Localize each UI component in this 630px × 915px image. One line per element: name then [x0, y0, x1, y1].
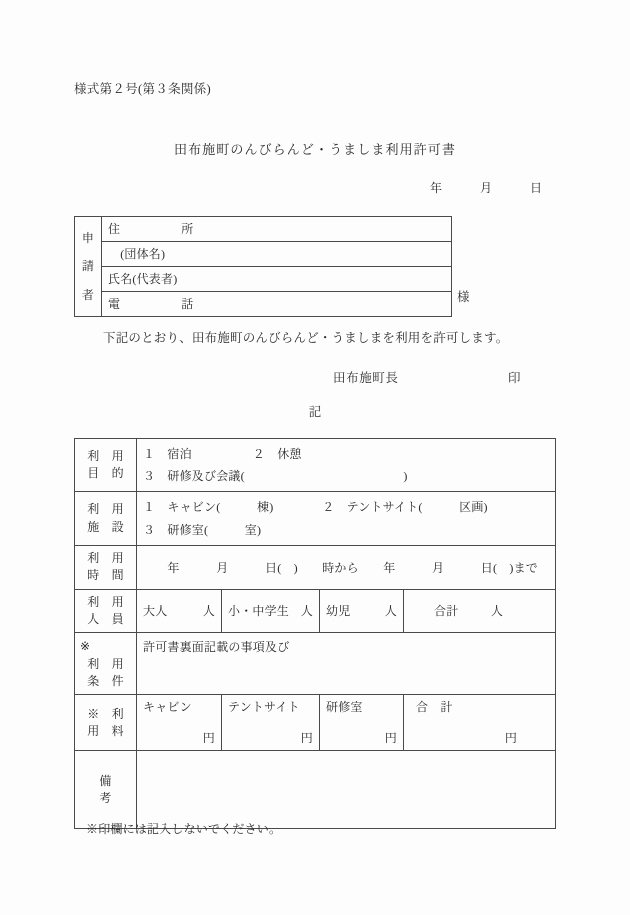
- fee-total-cell[interactable]: [404, 695, 556, 751]
- people-infants-unit: 人: [384, 604, 397, 619]
- row-label-facility: 利 用 施 設: [75, 492, 137, 545]
- row-label-fee: ※ 利 用 料: [75, 695, 137, 751]
- seal-stamp-box: 印: [508, 371, 521, 385]
- row-label-conditions: [75, 633, 137, 695]
- sama-honorific: 様: [457, 290, 470, 304]
- people-adults-unit: 人: [202, 604, 215, 619]
- fee-total-unit: 円: [504, 731, 518, 746]
- people-infants-label: 幼児: [326, 604, 351, 619]
- people-adults-cell[interactable]: [137, 589, 222, 633]
- fee-total-label: 合 計: [416, 700, 453, 715]
- purpose-cell[interactable]: [137, 439, 556, 492]
- fee-trainingroom-cell[interactable]: [320, 695, 404, 751]
- conditions-cell[interactable]: 許可書裏面記載の事項及び: [137, 633, 556, 695]
- applicant-address-field[interactable]: 住 所: [102, 217, 452, 242]
- side-label-char: 申: [81, 230, 95, 245]
- row-label-time: 利 用 時 間: [75, 545, 137, 589]
- facility-line-2: ３ 研修室( 室): [143, 522, 262, 537]
- fee-cabin-label: キャビン: [143, 700, 192, 715]
- fee-tentsite-unit: 円: [300, 731, 313, 746]
- conditions-label-text: 利 用 条 件: [87, 656, 136, 689]
- page-title: 田布施町のんびらんど・うましま利用許可書: [173, 142, 456, 157]
- table-row-time: [75, 545, 556, 589]
- table-row-purpose: [75, 439, 556, 492]
- row-label-people: 利 用 人 員: [75, 589, 137, 633]
- people-students-cell[interactable]: [222, 589, 320, 633]
- table-row: [75, 217, 452, 242]
- people-total-label: 合計: [434, 604, 459, 619]
- people-adults-label: 大人: [143, 604, 168, 619]
- side-label-char: 者: [81, 288, 95, 303]
- permit-details-table: [74, 438, 556, 829]
- time-cell[interactable]: 年 月 日( ) 時から 年 月 日( )まで: [137, 545, 556, 589]
- applicant-group-name-field[interactable]: (団体名): [102, 242, 452, 267]
- table-row-conditions: [75, 633, 556, 695]
- people-total-cell[interactable]: [404, 589, 556, 633]
- facility-line-1: １ キャビン( 棟) ２ テントサイト( 区画): [143, 500, 488, 515]
- table-row-facility: [75, 492, 556, 545]
- people-total-unit: 人: [490, 604, 504, 619]
- applicant-name-field[interactable]: 氏名(代表者): [102, 267, 452, 292]
- people-students-unit: 人: [300, 604, 313, 619]
- side-label-char: 請: [81, 259, 95, 274]
- facility-cell[interactable]: [137, 492, 556, 545]
- footnote: ※印欄には記入しないでください。: [86, 822, 282, 836]
- date-line: 年 月 日: [430, 181, 543, 195]
- people-infants-cell[interactable]: [320, 589, 404, 633]
- form-code: 様式第２号(第３条関係): [74, 82, 211, 96]
- fee-cabin-cell[interactable]: [137, 695, 222, 751]
- applicant-phone-field[interactable]: 電 話: [102, 292, 452, 317]
- fee-tentsite-label: テントサイト: [228, 700, 300, 715]
- table-row: [75, 292, 452, 317]
- table-row-fee: [75, 695, 556, 751]
- people-students-label: 小・中学生: [228, 604, 290, 619]
- row-label-purpose: 利 用 目 的: [75, 439, 137, 492]
- applicant-side-label: [75, 217, 102, 317]
- mayor-label: 田布施町長: [333, 371, 399, 385]
- purpose-line-2: ３ 研修及び会議( ): [143, 469, 408, 484]
- purpose-line-1: １ 宿泊 ２ 休憩: [143, 447, 302, 461]
- table-row: [75, 242, 452, 267]
- ki-heading: 記: [308, 405, 322, 419]
- fee-trainingroom-label: 研修室: [326, 700, 363, 715]
- table-row: [75, 267, 452, 292]
- row-label-remarks: 備 考: [75, 751, 137, 829]
- table-row-remarks: [75, 751, 556, 829]
- table-row-people: [75, 589, 556, 633]
- remarks-cell[interactable]: [137, 751, 556, 829]
- conditions-asterisk: ※: [80, 639, 91, 654]
- fee-tentsite-cell[interactable]: [222, 695, 320, 751]
- fee-cabin-unit: 円: [202, 731, 215, 746]
- applicant-table: [74, 216, 452, 317]
- permit-sentence: 下記のとおり、田布施町のんびらんど・うましまを利用を許可します。: [103, 331, 509, 345]
- fee-trainingroom-unit: 円: [384, 731, 397, 746]
